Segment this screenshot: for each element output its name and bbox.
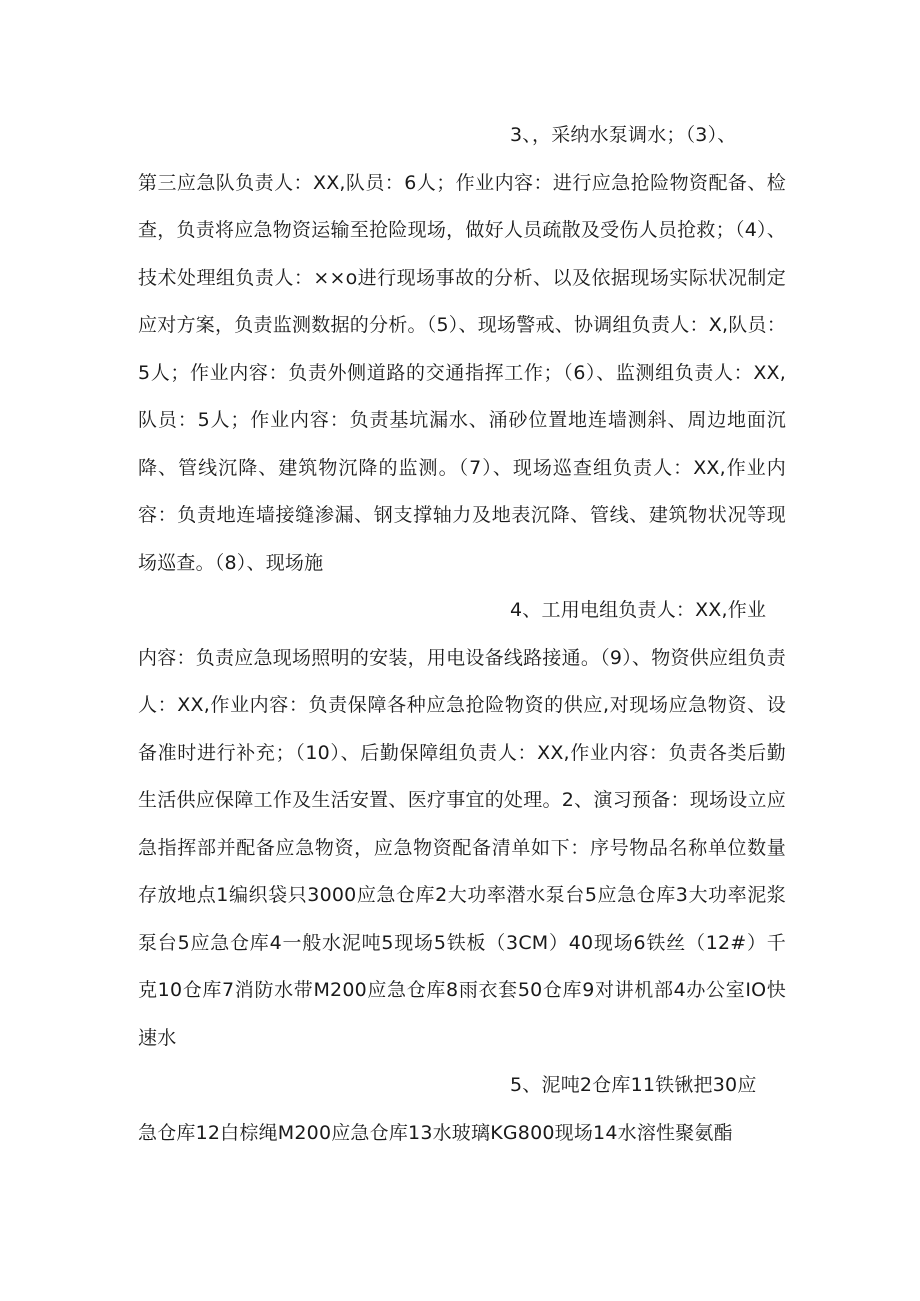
document-body [138,112,786,1157]
paragraph-1-body: 第三应急队负责人：XX,队员：6人；作业内容：进行应急抢险物资配备、检查，负责将应急物资运输至抢险现场，做好人员疏散及受伤人员抢救；（4）、技术处理组负责人：××o进行现场事故的分析、以及依据现场实际状况制定应对方案，负责监测数据的分析。（5）、现场警戒、协调组负责人：X,队员：5人；作业内容：负责外侧道路的交通指挥工作；（6）、监测组负责人：XX,队员：5人；作业内容：负责基坑漏水、涌砂位置地连墙测斜、周边地面沉降、管线沉降、建筑物沉降的监测。（7）、现场巡查组负责人：XX,作业内容：负责地连墙接缝渗漏、钢支撑轴力及地表沉降、管线、建筑物状况等现场巡查。（8）、现场施 [138,171,786,574]
paragraph-3-body: 急仓库12白棕绳M200应急仓库13水玻璃KG800现场14水溶性聚氨酯 [138,1121,733,1144]
paragraph-2-body: 内容：负责应急现场照明的安装，用电设备线路接通。（9）、物资供应组负责人：XX,作业内容：负责保障各种应急抢险物资的供应,对现场应急物资、设备准时进行补充；（10）、后勤保障组负责人：XX,作业内容：负责各类后勤生活供应保障工作及生活安置、医疗事宜的处理。2、演习预备：现场设立应急指挥部并配备应急物资，应急物资配备清单如下：序号物品名称单位数量存放地点1编织袋只3000应急仓库2大功率潜水泵台5应急仓库3大功率泥浆泵台5应急仓库4一般水泥吨5现场5铁板（3CM）40现场6铁丝（12#）千克10仓库7消防水带M200应急仓库8雨衣套50仓库9对讲机部4办公室IO快速水 [138,646,786,1049]
paragraph-2-lead: 4、工用电组负责人：XX,作业 [510,599,767,621]
paragraph-3-lead: 5、泥吨2仓库11铁锹把30应 [510,1074,757,1096]
paragraph-1-lead: 3、，采纳水泵调水；（3）、 [510,124,737,146]
